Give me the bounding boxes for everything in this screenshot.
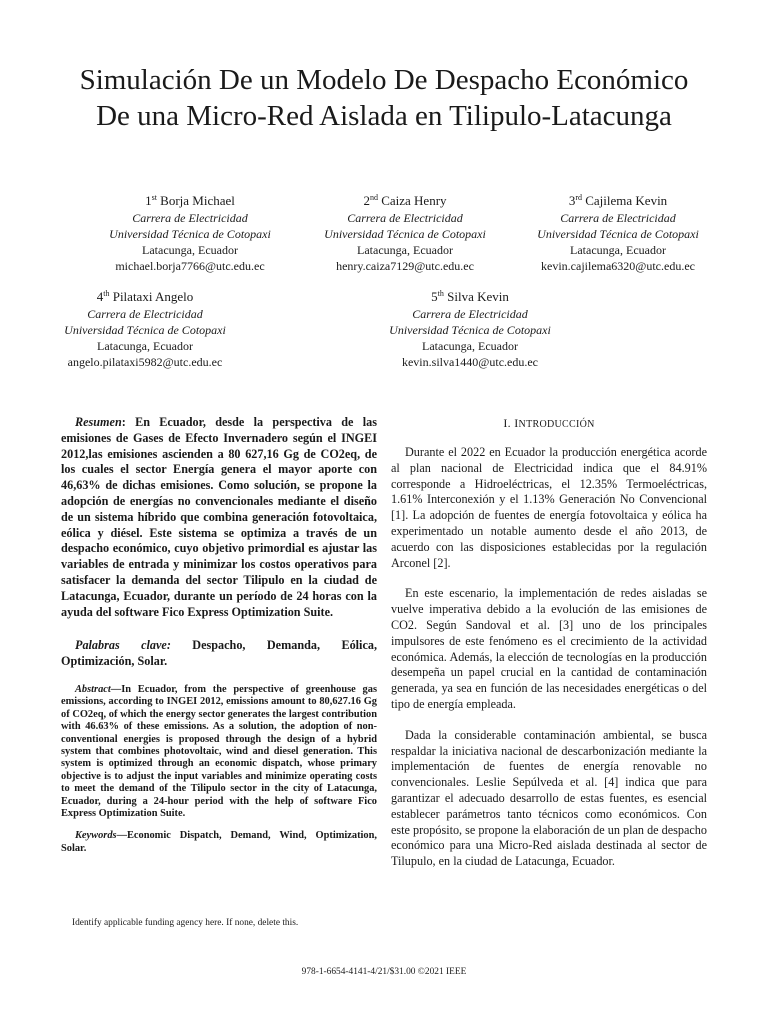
author-email: angelo.pilataxi5982@utc.edu.ec <box>67 355 223 369</box>
author-department: Carrera de Electricidad <box>132 211 248 225</box>
author-name: 3rd Cajilema Kevin <box>568 193 668 208</box>
author-name: 2nd Caiza Henry <box>363 193 447 208</box>
keywords-label: Keywords <box>75 830 117 842</box>
author-city: Latacunga, Ecuador <box>357 243 453 257</box>
author-university: Universidad Técnica de Cotopaxi <box>324 227 486 241</box>
intro-paragraph-1: Durante el 2022 en Ecuador la producción energética acorde al plan nacional de Electricidad indica que el 84.91% corresponde a Hidroeléctricas, el 12.35% Termoeléctricas, 1.61% Interconexión y el 1.13% Generación No Convencional [1]. La adopción de fuentes de energía fotovoltaica y eólica ha experimentado un notable aumento desde el año 2013, de acuerdo con las disposiciones establecidas por la regulación Arconel [2]. <box>391 445 707 570</box>
author-email: kevin.silva1440@utc.edu.ec <box>401 355 538 369</box>
abstract-paragraph <box>61 684 377 820</box>
paper-title <box>30 62 738 134</box>
right-column <box>391 415 707 885</box>
author-department: Carrera de Electricidad <box>87 307 203 321</box>
title-line-1: Simulación De un Modelo De Despacho Económico <box>79 64 689 96</box>
author-email: kevin.cajilema6320@utc.edu.ec <box>541 259 695 273</box>
author-block-1 <box>80 192 300 274</box>
author-city: Latacunga, Ecuador <box>97 339 193 353</box>
author-university: Universidad Técnica de Cotopaxi <box>64 323 226 337</box>
author-block-2 <box>295 192 515 274</box>
abstract-text: —In Ecuador, from the perspective of greenhouse gas emissions, according to INGEI 2012, emissions amount to 80,627.16 Gg of CO2eq, of which the energy sector generates the largest contribution with 46.63% of these emissions. As a solution, the adoption of non-conventional energies is proposed through the design of a hybrid system that combines photovoltaic, wind and diesel generation. This system is optimized through an economic dispatch, whose primary objective is to adjust the input variables and minimize operating costs to meet the demand of the Tilipulo sector in the city of Latacunga, Ecuador, during a 24-hour period with the help of software Fico Express Optimization Suite. <box>61 683 377 820</box>
author-department: Carrera de Electricidad <box>347 211 463 225</box>
left-column <box>61 415 377 855</box>
author-name: 1st Borja Michael <box>145 193 235 208</box>
keywords-text: —Economic Dispatch, Demand, Wind, Optimization, Solar. <box>61 830 377 854</box>
author-department: Carrera de Electricidad <box>412 307 528 321</box>
author-name: 5th Silva Kevin <box>431 289 509 304</box>
funding-footnote: Identify applicable funding agency here. If none, delete this. <box>72 918 299 928</box>
title-line-2: De una Micro-Red Aislada en Tilipulo-Latacunga <box>96 100 672 132</box>
author-block-3 <box>508 192 728 274</box>
copyright-notice: 978-1-6654-4141-4/21/$31.00 ©2021 IEEE <box>301 967 467 977</box>
palabras-clave-label: Palabras clave: <box>75 638 171 653</box>
abstract-label: Abstract <box>75 683 111 695</box>
palabras-clave-paragraph <box>61 638 377 670</box>
author-university: Universidad Técnica de Cotopaxi <box>109 227 271 241</box>
author-city: Latacunga, Ecuador <box>142 243 238 257</box>
author-block-4 <box>35 288 255 370</box>
author-university: Universidad Técnica de Cotopaxi <box>389 323 551 337</box>
author-email: henry.caiza7129@utc.edu.ec <box>336 259 474 273</box>
section-heading-introduccion: I. INTRODUCCIÓN <box>503 416 595 430</box>
author-city: Latacunga, Ecuador <box>570 243 666 257</box>
author-university: Universidad Técnica de Cotopaxi <box>537 227 699 241</box>
resumen-paragraph <box>61 415 377 620</box>
intro-paragraph-3: Dada la considerable contaminación ambiental, se busca respaldar la iniciativa nacional de descarbonización mediante la implementación de fuentes de energía renovable no convencionales. Leslie Sepúlveda et al. [4] indica que para garantizar el adecuado desarrollo de estas fuentes, es esencial establecer parámetros tanto técnicos como económicos. Con este propósito, se propone la elaboración de un plan de despacho económico para una Micro-Red aislada destinada al sector de Tilupulo, en la ciudad de Latacunga, Ecuador. <box>391 727 707 869</box>
keywords-paragraph <box>61 830 377 855</box>
author-city: Latacunga, Ecuador <box>422 339 518 353</box>
author-block-5 <box>360 288 580 370</box>
author-email: michael.borja7766@utc.edu.ec <box>115 259 265 273</box>
author-name: 4th Pilataxi Angelo <box>96 289 194 304</box>
resumen-label: Resumen <box>75 415 122 429</box>
intro-paragraph-2: En este escenario, la implementación de redes aisladas se vuelve imperativa debido a la evolución de las emisiones de CO2. Según Sandoval et al. [3] uno de los principales impulsores de este fenómeno es el crecimiento de la actividad económica. Además, la elección de tecnologías en la producción desempeña un papel crucial en la cantidad de contaminación generada, ya sea en función de las necesidades energéticas o del tipo de energía empleada. <box>391 586 707 711</box>
palabras-clave-text: Despacho, Demanda, Eólica, Optimización, Solar. <box>61 638 377 669</box>
author-department: Carrera de Electricidad <box>560 211 676 225</box>
resumen-text: : En Ecuador, desde la perspectiva de las emisiones de Gases de Efecto Invernadero según el INGEI 2012,las emisiones ascienden a 80 627,16 Gg de CO2eq, de los cuales el sector Energía genera el mayor aporte con 46,63% de dichas emisiones. Como solución, se propone la adopción de energías no convencionales mediante el diseño de un sistema híbrido que combina generación fotovoltaica, eólica y diésel. Este sistema se optimiza a través de un despacho económico, cuyo objetivo primordial es ajustar las variables de entrada y minimizar los costos operativos para satisfacer la demanda del sector Tilipulo en la ciudad de Latacunga, Ecuador, durante un período de 24 horas con la ayuda del software Fico Express Optimization Suite. <box>61 415 377 619</box>
